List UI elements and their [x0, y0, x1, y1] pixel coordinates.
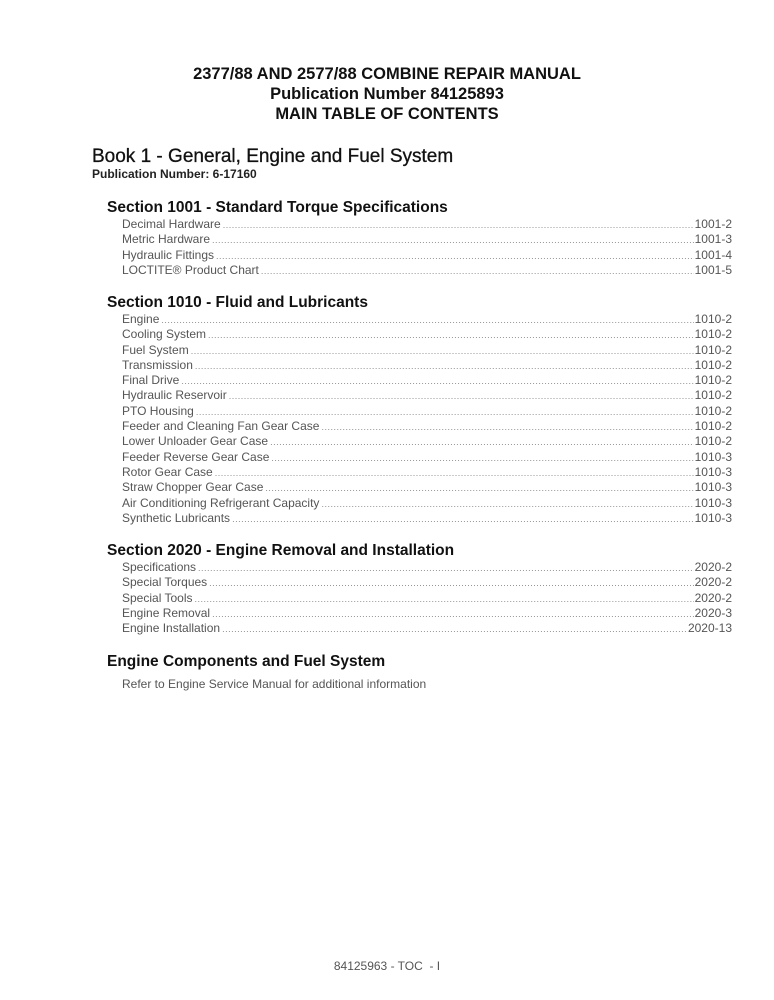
entry-label: Straw Chopper Gear Case: [122, 480, 264, 495]
toc-title: MAIN TABLE OF CONTENTS: [275, 105, 499, 123]
section-title: Section 1001 - Standard Torque Specifications: [107, 199, 448, 216]
dot-leader: [222, 622, 687, 637]
dot-leader: [216, 249, 694, 264]
entry-label: Fuel System: [122, 342, 189, 357]
toc-entry[interactable]: [122, 404, 732, 419]
toc-entry[interactable]: [122, 217, 732, 232]
dot-leader: [265, 481, 693, 496]
dot-leader: [215, 466, 694, 481]
toc-entry[interactable]: [122, 480, 732, 495]
dot-leader: [261, 264, 694, 279]
toc-entry[interactable]: [122, 343, 732, 358]
entry-page: 1010-3: [694, 464, 732, 479]
entry-page: 2020-2: [694, 560, 732, 574]
book-publication-number: Publication Number: 6-17160: [92, 167, 257, 181]
entry-page: 2020-2: [694, 575, 732, 590]
toc-entry[interactable]: [122, 358, 732, 373]
toc-entry[interactable]: [122, 575, 732, 590]
dot-leader: [232, 512, 694, 527]
entry-page: 1010-2: [694, 434, 732, 449]
entry-page: 2020-3: [694, 605, 732, 620]
entry-label: PTO Housing: [122, 403, 194, 418]
entry-label: Feeder Reverse Gear Case: [122, 449, 270, 464]
entry-label: Rotor Gear Case: [122, 464, 213, 479]
dot-leader: [191, 344, 694, 359]
section-1010: [107, 293, 732, 526]
toc-entry[interactable]: [122, 373, 732, 388]
dot-leader: [321, 420, 693, 435]
section-note: Refer to Engine Service Manual for additional information: [122, 677, 427, 691]
entry-label: Hydraulic Fittings: [122, 247, 215, 262]
entry-page: 1001-2: [694, 217, 732, 231]
toc-entry[interactable]: [122, 232, 732, 247]
section-entries: [122, 560, 732, 636]
dot-leader: [271, 451, 693, 466]
section-2020: [107, 541, 732, 636]
book-title: Book 1 - General, Engine and Fuel System: [92, 146, 454, 167]
toc-entry[interactable]: [122, 621, 732, 636]
entry-label: Final Drive: [122, 373, 180, 388]
toc-entry[interactable]: [122, 511, 732, 526]
entry-label: Cooling System: [122, 327, 207, 342]
publication-number: Publication Number 84125893: [270, 85, 504, 103]
dot-leader: [195, 359, 694, 374]
entry-label: Special Tools: [122, 590, 193, 605]
section-engine-components: [107, 652, 732, 691]
dot-leader: [212, 607, 694, 622]
dot-leader: [195, 592, 694, 607]
entry-page: 1010-2: [694, 312, 732, 326]
entry-page: 1010-3: [694, 510, 732, 525]
dot-leader: [229, 389, 694, 404]
entry-page: 1010-3: [694, 480, 732, 495]
dot-leader: [321, 497, 693, 512]
dot-leader: [208, 328, 694, 343]
entry-page: 1010-2: [694, 388, 732, 403]
entry-label: Air Conditioning Refrigerant Capacity: [122, 495, 320, 510]
entry-page: 1001-3: [694, 232, 732, 247]
toc-entry[interactable]: [122, 388, 732, 403]
entry-label: Synthetic Lubricants: [122, 510, 231, 525]
dot-leader: [270, 435, 694, 450]
entry-page: 1010-3: [694, 495, 732, 510]
entry-page: 1010-2: [694, 357, 732, 372]
section-1001: [107, 198, 732, 278]
dot-leader: [212, 233, 694, 248]
entry-page: 2020-2: [694, 590, 732, 605]
toc-entry[interactable]: [122, 496, 732, 511]
entry-label: Engine Installation: [122, 621, 221, 636]
entry-page: 1001-5: [694, 262, 732, 277]
entry-label: Metric Hardware: [122, 232, 211, 247]
toc-entry[interactable]: [122, 312, 732, 327]
entry-label: Engine: [122, 312, 160, 326]
entry-label: Engine Removal: [122, 605, 211, 620]
toc-entry[interactable]: [122, 450, 732, 465]
toc-entry[interactable]: [122, 465, 732, 480]
dot-leader: [181, 374, 693, 389]
entry-label: Specifications: [122, 560, 197, 574]
page-footer: 84125963 - TOC - I: [333, 959, 441, 973]
entry-label: LOCTITE® Product Chart: [122, 262, 259, 277]
toc-entry[interactable]: [122, 434, 732, 449]
entry-label: Lower Unloader Gear Case: [122, 434, 269, 449]
entry-page: 2020-13: [687, 621, 732, 636]
entry-label: Hydraulic Reservoir: [122, 388, 227, 403]
toc-entry[interactable]: [122, 248, 732, 263]
toc-entry[interactable]: [122, 263, 732, 278]
dot-leader: [209, 576, 693, 591]
entry-page: 1010-2: [694, 342, 732, 357]
toc-entry[interactable]: [122, 606, 732, 621]
entry-page: 1010-3: [694, 449, 732, 464]
entry-page: 1010-2: [694, 403, 732, 418]
entry-label: Decimal Hardware: [122, 217, 221, 231]
entry-label: Special Torques: [122, 575, 208, 590]
section-title: Engine Components and Fuel System: [107, 653, 386, 670]
entry-page: 1010-2: [694, 327, 732, 342]
dot-leader: [223, 218, 694, 233]
dot-leader: [196, 405, 694, 420]
entry-page: 1010-2: [694, 373, 732, 388]
toc-entry[interactable]: [122, 591, 732, 606]
entry-label: Feeder and Cleaning Fan Gear Case: [122, 419, 320, 434]
entry-page: 1001-4: [694, 247, 732, 262]
section-entries: [122, 312, 732, 526]
manual-title: 2377/88 AND 2577/88 COMBINE REPAIR MANUAL: [193, 65, 581, 83]
toc-entry[interactable]: [122, 327, 732, 342]
section-title: Section 1010 - Fluid and Lubricants: [107, 294, 368, 311]
toc-entry[interactable]: [122, 560, 732, 575]
entry-page: 1010-2: [694, 419, 732, 434]
document-header: [0, 64, 774, 124]
section-entries: [122, 217, 732, 278]
entry-label: Transmission: [122, 357, 193, 372]
dot-leader: [161, 313, 693, 328]
toc-entry[interactable]: [122, 419, 732, 434]
section-title: Section 2020 - Engine Removal and Installation: [107, 542, 455, 559]
dot-leader: [198, 561, 694, 576]
